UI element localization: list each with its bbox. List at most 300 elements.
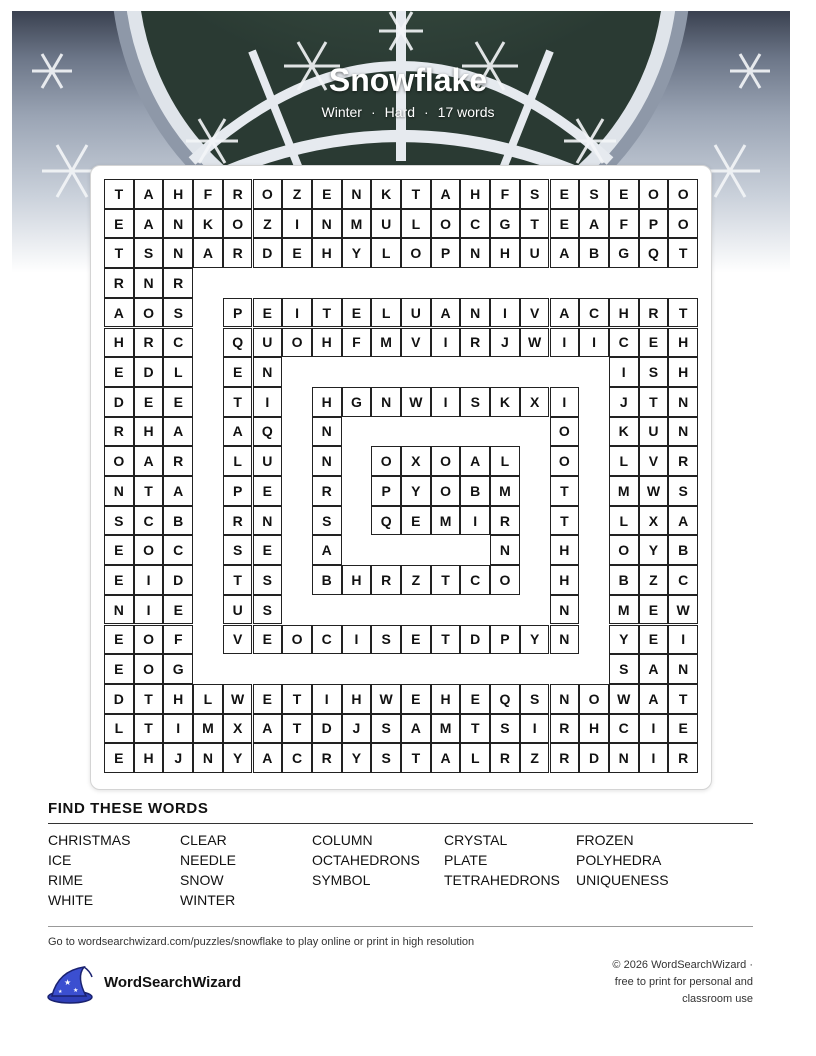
grid-cell[interactable]: F — [609, 209, 639, 239]
grid-cell[interactable]: V — [520, 298, 550, 328]
grid-cell[interactable]: S — [253, 595, 283, 625]
grid-cell[interactable]: F — [342, 328, 372, 358]
grid-cell[interactable]: N — [163, 209, 193, 239]
grid-cell[interactable]: C — [609, 714, 639, 744]
grid-cell[interactable]: S — [134, 238, 164, 268]
grid-cell[interactable]: D — [104, 684, 134, 714]
grid-cell[interactable]: M — [371, 328, 401, 358]
grid-cell[interactable]: H — [134, 743, 164, 773]
grid-cell[interactable]: R — [134, 328, 164, 358]
grid-cell[interactable]: V — [639, 446, 669, 476]
grid-cell[interactable]: E — [104, 209, 134, 239]
grid-cell[interactable]: I — [520, 714, 550, 744]
grid-cell[interactable]: D — [253, 238, 283, 268]
grid-cell[interactable]: T — [550, 506, 580, 536]
grid-cell[interactable]: T — [134, 714, 164, 744]
grid-cell[interactable]: Q — [253, 417, 283, 447]
grid-cell[interactable]: S — [163, 298, 193, 328]
grid-cell[interactable]: B — [579, 238, 609, 268]
grid-cell[interactable]: C — [282, 743, 312, 773]
grid-cell[interactable]: I — [490, 298, 520, 328]
grid-cell[interactable]: X — [639, 506, 669, 536]
grid-cell[interactable]: E — [253, 684, 283, 714]
grid-cell[interactable]: E — [104, 535, 134, 565]
grid-cell[interactable]: N — [668, 387, 698, 417]
grid-cell[interactable]: G — [609, 238, 639, 268]
grid-cell[interactable]: H — [163, 179, 193, 209]
grid-cell[interactable]: J — [342, 714, 372, 744]
grid-cell[interactable]: Q — [223, 328, 253, 358]
grid-cell[interactable]: X — [401, 446, 431, 476]
grid-cell[interactable]: N — [193, 743, 223, 773]
grid-cell[interactable]: W — [609, 684, 639, 714]
grid-cell[interactable]: R — [223, 238, 253, 268]
grid-cell[interactable]: A — [193, 238, 223, 268]
grid-cell[interactable]: E — [104, 743, 134, 773]
grid-cell[interactable]: Y — [609, 625, 639, 655]
grid-cell[interactable]: I — [431, 328, 461, 358]
grid-cell[interactable]: L — [223, 446, 253, 476]
grid-cell[interactable]: S — [639, 357, 669, 387]
grid-cell[interactable]: J — [490, 328, 520, 358]
grid-cell[interactable]: U — [223, 595, 253, 625]
grid-cell[interactable]: C — [609, 328, 639, 358]
grid-cell[interactable]: W — [371, 684, 401, 714]
grid-cell[interactable]: B — [609, 565, 639, 595]
grid-cell[interactable]: R — [550, 743, 580, 773]
grid-cell[interactable]: Y — [520, 625, 550, 655]
grid-cell[interactable]: E — [253, 625, 283, 655]
grid-cell[interactable]: T — [282, 714, 312, 744]
grid-cell[interactable]: W — [639, 476, 669, 506]
grid-cell[interactable]: R — [223, 179, 253, 209]
grid-cell[interactable]: H — [312, 328, 342, 358]
grid-cell[interactable]: O — [371, 446, 401, 476]
grid-cell[interactable]: R — [668, 446, 698, 476]
grid-cell[interactable]: L — [460, 743, 490, 773]
grid-cell[interactable]: A — [253, 743, 283, 773]
grid-cell[interactable]: H — [134, 417, 164, 447]
grid-cell[interactable]: Y — [401, 476, 431, 506]
grid-cell[interactable]: R — [104, 417, 134, 447]
grid-cell[interactable]: S — [371, 743, 401, 773]
grid-cell[interactable]: E — [163, 595, 193, 625]
grid-cell[interactable]: T — [312, 298, 342, 328]
grid-cell[interactable]: L — [371, 238, 401, 268]
grid-cell[interactable]: D — [312, 714, 342, 744]
grid-cell[interactable]: M — [431, 714, 461, 744]
grid-cell[interactable]: H — [668, 328, 698, 358]
grid-cell[interactable]: O — [253, 179, 283, 209]
grid-cell[interactable]: H — [668, 357, 698, 387]
grid-cell[interactable]: O — [134, 535, 164, 565]
grid-cell[interactable]: I — [609, 357, 639, 387]
grid-cell[interactable]: K — [371, 179, 401, 209]
grid-cell[interactable]: C — [163, 328, 193, 358]
grid-cell[interactable]: T — [520, 209, 550, 239]
grid-cell[interactable]: M — [609, 595, 639, 625]
grid-cell[interactable]: U — [401, 298, 431, 328]
grid-cell[interactable]: R — [163, 446, 193, 476]
grid-cell[interactable]: P — [371, 476, 401, 506]
grid-cell[interactable]: Q — [639, 238, 669, 268]
grid-cell[interactable]: N — [134, 268, 164, 298]
grid-cell[interactable]: K — [490, 387, 520, 417]
grid-cell[interactable]: Q — [490, 684, 520, 714]
grid-cell[interactable]: A — [253, 714, 283, 744]
grid-cell[interactable]: R — [490, 506, 520, 536]
grid-cell[interactable]: A — [668, 506, 698, 536]
grid-cell[interactable]: I — [163, 714, 193, 744]
grid-cell[interactable]: P — [639, 209, 669, 239]
grid-cell[interactable]: I — [639, 743, 669, 773]
grid-cell[interactable]: O — [550, 417, 580, 447]
grid-cell[interactable]: B — [668, 535, 698, 565]
grid-cell[interactable]: A — [163, 417, 193, 447]
grid-cell[interactable]: I — [282, 298, 312, 328]
grid-cell[interactable]: A — [431, 743, 461, 773]
grid-cell[interactable]: S — [223, 535, 253, 565]
grid-cell[interactable]: O — [282, 328, 312, 358]
grid-cell[interactable]: A — [134, 179, 164, 209]
grid-cell[interactable]: L — [163, 357, 193, 387]
grid-cell[interactable]: R — [223, 506, 253, 536]
grid-cell[interactable]: T — [223, 565, 253, 595]
grid-cell[interactable]: S — [668, 476, 698, 506]
grid-cell[interactable]: I — [134, 595, 164, 625]
grid-cell[interactable]: M — [342, 209, 372, 239]
grid-cell[interactable]: T — [668, 238, 698, 268]
grid-cell[interactable]: G — [163, 654, 193, 684]
grid-cell[interactable]: O — [134, 625, 164, 655]
grid-cell[interactable]: O — [431, 446, 461, 476]
grid-cell[interactable]: H — [104, 328, 134, 358]
grid-cell[interactable]: E — [550, 209, 580, 239]
grid-cell[interactable]: N — [550, 595, 580, 625]
grid-cell[interactable]: X — [223, 714, 253, 744]
grid-cell[interactable]: W — [401, 387, 431, 417]
grid-cell[interactable]: I — [134, 565, 164, 595]
grid-cell[interactable]: N — [668, 417, 698, 447]
grid-cell[interactable]: N — [460, 238, 490, 268]
grid-cell[interactable]: R — [163, 268, 193, 298]
grid-cell[interactable]: E — [104, 654, 134, 684]
grid-cell[interactable]: E — [342, 298, 372, 328]
grid-cell[interactable]: N — [550, 625, 580, 655]
letter-grid[interactable] — [104, 179, 698, 773]
grid-cell[interactable]: Q — [371, 506, 401, 536]
grid-cell[interactable]: P — [223, 476, 253, 506]
grid-cell[interactable]: I — [312, 684, 342, 714]
grid-cell[interactable]: T — [401, 179, 431, 209]
grid-cell[interactable]: T — [431, 565, 461, 595]
grid-cell[interactable]: Y — [639, 535, 669, 565]
grid-cell[interactable]: E — [609, 179, 639, 209]
grid-cell[interactable]: W — [668, 595, 698, 625]
grid-cell[interactable]: R — [550, 714, 580, 744]
grid-cell[interactable]: L — [609, 446, 639, 476]
grid-cell[interactable]: C — [668, 565, 698, 595]
grid-cell[interactable]: E — [550, 179, 580, 209]
grid-cell[interactable]: H — [550, 535, 580, 565]
grid-cell[interactable]: F — [163, 625, 193, 655]
grid-cell[interactable]: Z — [639, 565, 669, 595]
grid-cell[interactable]: D — [104, 387, 134, 417]
grid-cell[interactable]: L — [193, 684, 223, 714]
grid-cell[interactable]: E — [401, 506, 431, 536]
grid-cell[interactable]: C — [460, 209, 490, 239]
grid-cell[interactable]: E — [282, 238, 312, 268]
grid-cell[interactable]: E — [639, 625, 669, 655]
grid-cell[interactable]: V — [401, 328, 431, 358]
grid-cell[interactable]: L — [401, 209, 431, 239]
grid-cell[interactable]: T — [104, 238, 134, 268]
grid-cell[interactable]: O — [223, 209, 253, 239]
grid-cell[interactable]: E — [253, 298, 283, 328]
grid-cell[interactable]: H — [342, 565, 372, 595]
grid-cell[interactable]: H — [312, 238, 342, 268]
grid-cell[interactable]: K — [609, 417, 639, 447]
grid-cell[interactable]: T — [134, 476, 164, 506]
grid-cell[interactable]: S — [520, 684, 550, 714]
grid-cell[interactable]: W — [520, 328, 550, 358]
grid-cell[interactable]: U — [639, 417, 669, 447]
grid-cell[interactable]: Z — [282, 179, 312, 209]
grid-cell[interactable]: N — [668, 654, 698, 684]
grid-cell[interactable]: I — [282, 209, 312, 239]
grid-cell[interactable]: D — [134, 357, 164, 387]
grid-cell[interactable]: E — [163, 387, 193, 417]
grid-cell[interactable]: R — [104, 268, 134, 298]
grid-cell[interactable]: E — [253, 476, 283, 506]
grid-cell[interactable]: A — [579, 209, 609, 239]
grid-cell[interactable]: I — [579, 328, 609, 358]
grid-cell[interactable]: E — [104, 565, 134, 595]
grid-cell[interactable]: R — [371, 565, 401, 595]
grid-cell[interactable]: N — [104, 595, 134, 625]
grid-cell[interactable]: H — [609, 298, 639, 328]
grid-cell[interactable]: C — [312, 625, 342, 655]
grid-cell[interactable]: H — [342, 684, 372, 714]
grid-cell[interactable]: B — [460, 476, 490, 506]
grid-cell[interactable]: M — [431, 506, 461, 536]
grid-cell[interactable]: O — [550, 446, 580, 476]
grid-cell[interactable]: I — [342, 625, 372, 655]
grid-cell[interactable]: T — [282, 684, 312, 714]
grid-cell[interactable]: A — [550, 298, 580, 328]
grid-cell[interactable]: E — [104, 625, 134, 655]
grid-cell[interactable]: I — [550, 387, 580, 417]
grid-cell[interactable]: U — [253, 446, 283, 476]
grid-cell[interactable]: C — [163, 535, 193, 565]
grid-cell[interactable]: N — [312, 209, 342, 239]
grid-cell[interactable]: R — [639, 298, 669, 328]
grid-cell[interactable]: R — [312, 476, 342, 506]
grid-cell[interactable]: N — [371, 387, 401, 417]
grid-cell[interactable]: J — [609, 387, 639, 417]
grid-cell[interactable]: N — [253, 357, 283, 387]
grid-cell[interactable]: C — [579, 298, 609, 328]
grid-cell[interactable]: T — [223, 387, 253, 417]
grid-cell[interactable]: R — [312, 743, 342, 773]
grid-cell[interactable]: S — [253, 565, 283, 595]
grid-cell[interactable]: T — [431, 625, 461, 655]
grid-cell[interactable]: O — [609, 535, 639, 565]
footer-link-text[interactable]: Go to wordsearchwizard.com/puzzles/snowflake to play online or print in high resolution — [48, 936, 475, 948]
grid-cell[interactable]: I — [431, 387, 461, 417]
grid-cell[interactable]: S — [609, 654, 639, 684]
grid-cell[interactable]: L — [104, 714, 134, 744]
grid-cell[interactable]: Z — [253, 209, 283, 239]
grid-cell[interactable]: I — [253, 387, 283, 417]
grid-cell[interactable]: N — [104, 476, 134, 506]
grid-cell[interactable]: D — [163, 565, 193, 595]
grid-cell[interactable]: T — [668, 298, 698, 328]
grid-cell[interactable]: O — [431, 476, 461, 506]
grid-cell[interactable]: D — [579, 743, 609, 773]
grid-cell[interactable]: R — [668, 743, 698, 773]
grid-cell[interactable]: I — [460, 506, 490, 536]
grid-cell[interactable]: S — [371, 714, 401, 744]
grid-cell[interactable]: Y — [342, 743, 372, 773]
grid-cell[interactable]: E — [134, 387, 164, 417]
grid-cell[interactable]: N — [490, 535, 520, 565]
grid-cell[interactable]: O — [401, 238, 431, 268]
grid-cell[interactable]: E — [104, 357, 134, 387]
grid-cell[interactable]: H — [490, 238, 520, 268]
grid-cell[interactable]: T — [550, 476, 580, 506]
grid-cell[interactable]: S — [579, 179, 609, 209]
grid-cell[interactable]: Y — [223, 743, 253, 773]
grid-cell[interactable]: S — [460, 387, 490, 417]
grid-cell[interactable]: A — [431, 298, 461, 328]
grid-cell[interactable]: L — [609, 506, 639, 536]
grid-cell[interactable]: E — [639, 328, 669, 358]
grid-cell[interactable]: N — [253, 506, 283, 536]
grid-cell[interactable]: B — [163, 506, 193, 536]
grid-cell[interactable]: D — [460, 625, 490, 655]
grid-cell[interactable]: E — [253, 535, 283, 565]
grid-cell[interactable]: N — [609, 743, 639, 773]
grid-cell[interactable]: H — [431, 684, 461, 714]
grid-cell[interactable]: S — [371, 625, 401, 655]
grid-cell[interactable]: N — [342, 179, 372, 209]
grid-cell[interactable]: R — [490, 743, 520, 773]
grid-cell[interactable]: O — [134, 298, 164, 328]
grid-cell[interactable]: E — [223, 357, 253, 387]
grid-cell[interactable]: Z — [520, 743, 550, 773]
grid-cell[interactable]: T — [460, 714, 490, 744]
grid-cell[interactable]: X — [520, 387, 550, 417]
grid-cell[interactable]: C — [460, 565, 490, 595]
grid-cell[interactable]: F — [193, 179, 223, 209]
grid-cell[interactable]: H — [312, 387, 342, 417]
grid-cell[interactable]: L — [490, 446, 520, 476]
grid-cell[interactable]: V — [223, 625, 253, 655]
grid-cell[interactable]: N — [312, 417, 342, 447]
grid-cell[interactable]: M — [193, 714, 223, 744]
grid-cell[interactable]: A — [639, 684, 669, 714]
grid-cell[interactable]: E — [639, 595, 669, 625]
grid-cell[interactable]: A — [223, 417, 253, 447]
grid-cell[interactable]: A — [312, 535, 342, 565]
grid-cell[interactable]: I — [550, 328, 580, 358]
grid-cell[interactable]: T — [134, 684, 164, 714]
grid-cell[interactable]: S — [312, 506, 342, 536]
grid-cell[interactable]: R — [460, 328, 490, 358]
grid-cell[interactable]: H — [163, 684, 193, 714]
grid-cell[interactable]: Y — [342, 238, 372, 268]
grid-cell[interactable]: A — [401, 714, 431, 744]
grid-cell[interactable]: O — [668, 209, 698, 239]
grid-cell[interactable]: A — [550, 238, 580, 268]
grid-cell[interactable]: K — [193, 209, 223, 239]
grid-cell[interactable]: A — [639, 654, 669, 684]
grid-cell[interactable]: A — [431, 179, 461, 209]
grid-cell[interactable]: U — [371, 209, 401, 239]
grid-cell[interactable]: A — [134, 446, 164, 476]
grid-cell[interactable]: A — [134, 209, 164, 239]
grid-cell[interactable]: E — [668, 714, 698, 744]
grid-cell[interactable]: O — [579, 684, 609, 714]
grid-cell[interactable]: I — [668, 625, 698, 655]
grid-cell[interactable]: N — [550, 684, 580, 714]
grid-cell[interactable]: M — [490, 476, 520, 506]
grid-cell[interactable]: T — [639, 387, 669, 417]
grid-cell[interactable]: B — [312, 565, 342, 595]
grid-cell[interactable]: O — [134, 654, 164, 684]
grid-cell[interactable]: O — [668, 179, 698, 209]
grid-cell[interactable]: O — [431, 209, 461, 239]
grid-cell[interactable]: E — [312, 179, 342, 209]
grid-cell[interactable]: S — [490, 714, 520, 744]
grid-cell[interactable]: T — [668, 684, 698, 714]
grid-cell[interactable]: G — [342, 387, 372, 417]
grid-cell[interactable]: A — [460, 446, 490, 476]
grid-cell[interactable]: P — [431, 238, 461, 268]
grid-cell[interactable]: U — [253, 328, 283, 358]
grid-cell[interactable]: E — [401, 625, 431, 655]
grid-cell[interactable]: O — [282, 625, 312, 655]
grid-cell[interactable]: H — [550, 565, 580, 595]
grid-cell[interactable]: H — [579, 714, 609, 744]
grid-cell[interactable]: T — [401, 743, 431, 773]
grid-cell[interactable]: N — [312, 446, 342, 476]
grid-cell[interactable]: O — [639, 179, 669, 209]
grid-cell[interactable]: F — [490, 179, 520, 209]
grid-cell[interactable]: I — [639, 714, 669, 744]
grid-cell[interactable]: G — [490, 209, 520, 239]
grid-cell[interactable]: S — [104, 506, 134, 536]
grid-cell[interactable]: O — [104, 446, 134, 476]
grid-cell[interactable]: S — [520, 179, 550, 209]
grid-cell[interactable]: L — [371, 298, 401, 328]
grid-cell[interactable]: U — [520, 238, 550, 268]
grid-cell[interactable]: P — [223, 298, 253, 328]
grid-cell[interactable]: E — [401, 684, 431, 714]
grid-cell[interactable]: O — [490, 565, 520, 595]
grid-cell[interactable]: H — [460, 179, 490, 209]
grid-cell[interactable]: Z — [401, 565, 431, 595]
grid-cell[interactable]: P — [490, 625, 520, 655]
grid-cell[interactable]: T — [104, 179, 134, 209]
grid-cell[interactable]: A — [104, 298, 134, 328]
grid-cell[interactable]: N — [163, 238, 193, 268]
grid-cell[interactable]: J — [163, 743, 193, 773]
grid-cell[interactable]: W — [223, 684, 253, 714]
grid-cell[interactable]: N — [460, 298, 490, 328]
grid-cell[interactable]: M — [609, 476, 639, 506]
